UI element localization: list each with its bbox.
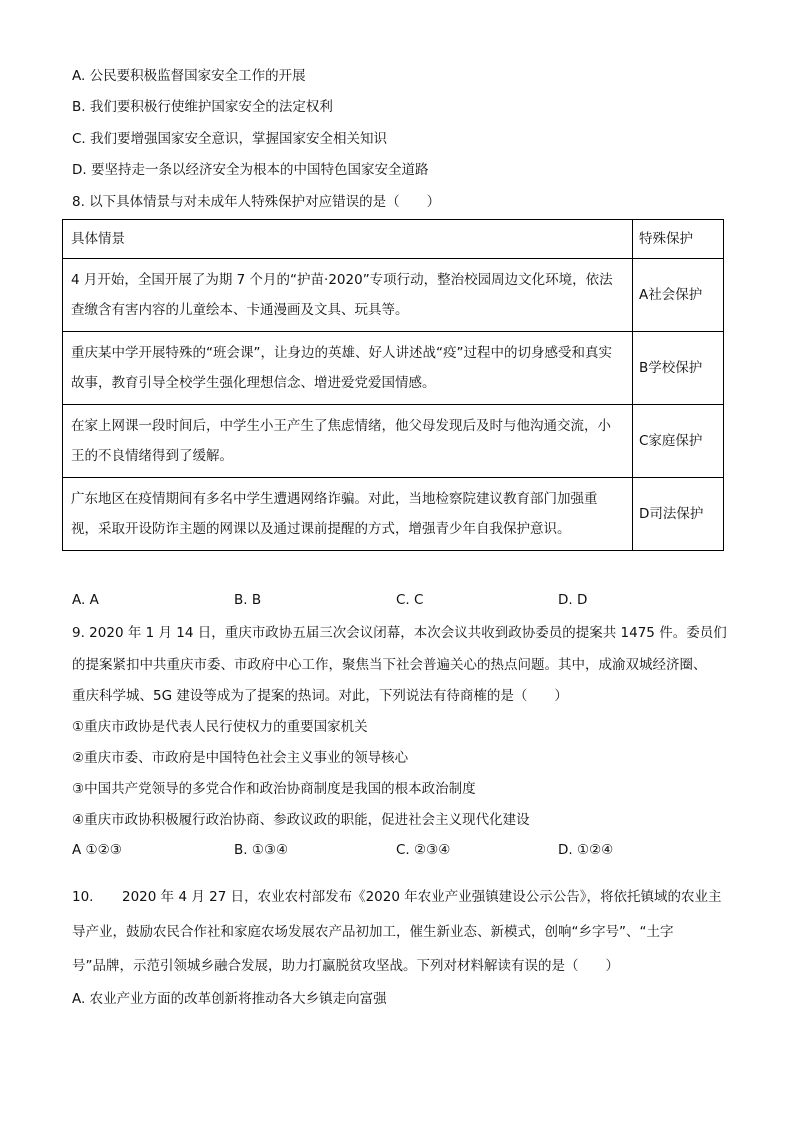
q8-option-c: C. C	[396, 592, 424, 608]
table-row	[63, 259, 724, 332]
table-cell-protection: D司法保护	[633, 478, 724, 551]
table-cell-scene: 广东地区在疫情期间有多名中学生遭遇网络诈骗。对此，当地检察院建议教育部门加强重视，采取开设防诈主题的网课以及通过课前提醒的方式，增强青少年自我保护意识。	[63, 478, 633, 551]
q9-statement-2: ②重庆市委、市政府是中国特色社会主义事业的领导核心	[72, 750, 409, 766]
table-header-protection: 特殊保护	[633, 220, 724, 259]
table-row	[63, 332, 724, 405]
q9-option-c: C. ②③④	[396, 842, 451, 858]
table-cell-scene: 重庆某中学开展特殊的“班会课”，让身边的英雄、好人讲述战“疫”过程中的切身感受和真实故事，教育引导全校学生强化理想信念、增进爱党爱国情感。	[63, 332, 633, 405]
q7-option-b: B. 我们要积极行使维护国家安全的法定权利	[72, 99, 333, 115]
q9-statement-4: ④重庆市政协积极履行政治协商、参政议政的职能，促进社会主义现代化建设	[72, 812, 530, 828]
q7-option-c: C. 我们要增强国家安全意识，掌握国家安全相关知识	[72, 131, 388, 147]
table-cell-scene: 在家上网课一段时间后，中学生小王产生了焦虑情绪，他父母发现后及时与他沟通交流，小王的不良情绪得到了缓解。	[63, 405, 633, 478]
q9-stem-line: 重庆科学城、5G 建设等成为了提案的热词。对此，下列说法有待商榷的是（ ）	[72, 688, 568, 704]
q8-option-d: D. D	[558, 592, 588, 608]
table-header-scene: 具体情景	[63, 220, 633, 259]
q10-stem-line: 导产业，鼓励农民合作社和家庭农场发展农产品初加工，催生新业态、新模式，创响“乡字号”、“土字	[72, 924, 674, 940]
table-row	[63, 405, 724, 478]
q8-stem: 8. 以下具体情景与对未成年人特殊保护对应错误的是（ ）	[72, 194, 441, 210]
q8-options	[72, 592, 712, 612]
table-cell-protection: B学校保护	[633, 332, 724, 405]
q8-option-b: B. B	[234, 592, 262, 608]
q8-table	[62, 219, 724, 551]
q9-stem-line: 9. 2020 年 1 月 14 日，重庆市政协五届三次会议闭幕，本次会议共收到政协委员的提案共 1475 件。委员们	[72, 625, 727, 641]
q9-statement-3: ③中国共产党领导的多党合作和政治协商制度是我国的根本政治制度	[72, 781, 476, 797]
table-cell-protection: A社会保护	[633, 259, 724, 332]
q10-number: 10.	[72, 889, 94, 905]
q7-option-a: A. 公民要积极监督国家安全工作的开展	[72, 68, 306, 84]
q9-stem-line: 的提案紧扣中共重庆市委、市政府中心工作，聚焦当下社会普遍关心的热点问题。其中，成渝双城经济圈、	[72, 657, 707, 673]
q9-statement-1: ①重庆市政协是代表人民行使权力的重要国家机关	[72, 719, 368, 735]
q9-option-d: D. ①②④	[558, 842, 614, 858]
q8-option-a: A. A	[72, 592, 99, 608]
table-cell-protection: C家庭保护	[633, 405, 724, 478]
q9-options	[72, 842, 712, 862]
q9-option-a: A ①②③	[72, 842, 122, 858]
table-cell-scene: 4 月开始，全国开展了为期 7 个月的“护苗·2020”专项行动，整治校园周边文化环境，依法查缴含有害内容的儿童绘本、卡通漫画及文具、玩具等。	[63, 259, 633, 332]
table-header-row	[63, 220, 724, 259]
q10-option-a: A. 农业产业方面的改革创新将推动各大乡镇走向富强	[72, 991, 387, 1007]
q10-stem-line: 2020 年 4 月 27 日，农业农村部发布《2020 年农业产业强镇建设公示公告》，将依托镇域的农业主	[122, 889, 722, 905]
table-row	[63, 478, 724, 551]
q10-stem-line: 号”品牌，示范引领城乡融合发展，助力打赢脱贫攻坚战。下列对材料解读有误的是（ ）	[72, 958, 619, 974]
q9-option-b: B. ①③④	[234, 842, 289, 858]
q7-option-d: D. 要坚持走一条以经济安全为根本的中国特色国家安全道路	[72, 162, 429, 178]
